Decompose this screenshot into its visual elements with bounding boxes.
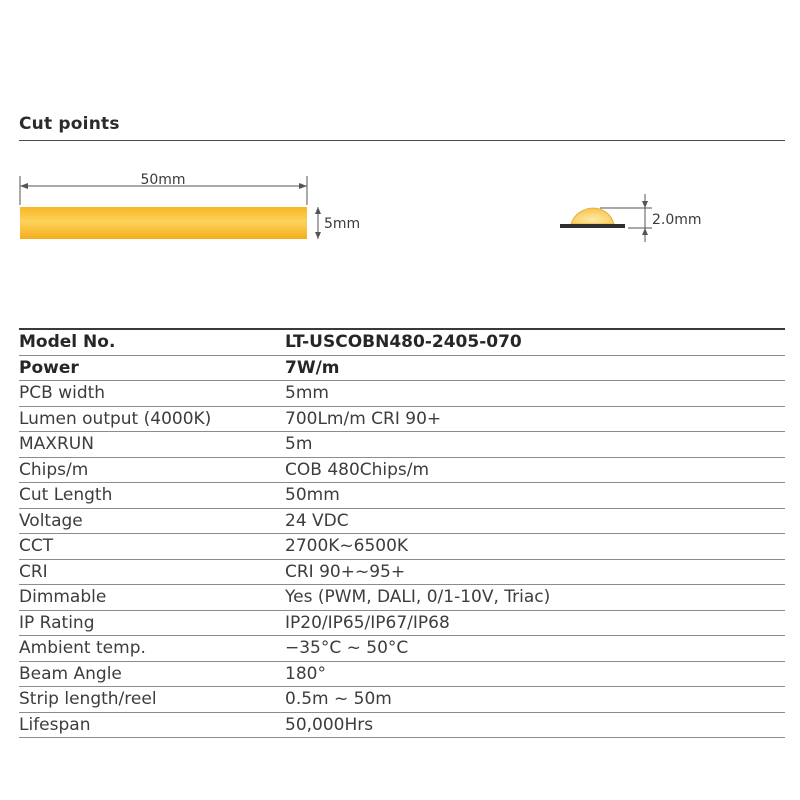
spec-value: 2700K~6500K [285,536,409,556]
height-label: 2.0mm [652,212,702,228]
spec-value: CRI 90+~95+ [285,561,406,582]
height-arrow-top-icon [642,201,648,208]
height-arrow-bottom-icon [642,228,648,235]
spec-value: 50mm [285,485,340,505]
spec-row [19,508,785,534]
spec-row [19,406,785,432]
spec-row [19,355,785,381]
spec-value: IP20/IP65/IP67/IP68 [285,612,450,633]
spec-key: Model No. [19,332,116,352]
spec-key: Chips/m [19,459,89,480]
spec-row [19,457,785,483]
length-label: 50mm [140,172,186,188]
section-title: Cut points [19,114,120,134]
spec-row [19,559,785,585]
spec-value: 5m [285,434,313,454]
spec-key: Beam Angle [19,663,122,684]
spec-key: Power [19,357,79,378]
spec-value: COB 480Chips/m [285,459,430,480]
spec-row [19,585,785,611]
spec-key: Dimmable [19,587,107,607]
spec-row [19,329,785,355]
spec-row [19,661,785,687]
length-arrow-left-icon [20,183,28,189]
spec-key: MAXRUN [19,434,94,454]
spec-value: −35°C ~ 50°C [285,638,409,658]
pcb-base [560,224,625,228]
spec-value: Yes (PWM, DALI, 0/1-10V, Triac) [285,587,551,607]
width-label: 5mm [324,216,361,232]
spec-value: 700Lm/m CRI 90+ [285,408,442,429]
spec-row [19,687,785,713]
spec-table [19,328,785,738]
cut-points-diagram [0,0,800,320]
spec-value: 0.5m ~ 50m [285,689,392,709]
spec-value: 50,000Hrs [285,714,374,735]
spec-key: Strip length/reel [19,689,157,709]
length-arrow-right-icon [299,183,307,189]
cob-dome [571,208,614,224]
spec-value: 24 VDC [285,510,349,531]
spec-key: Cut Length [19,485,113,505]
spec-row [19,483,785,509]
spec-key: Lifespan [19,714,91,735]
width-arrow-top-icon [315,207,321,214]
spec-row [19,381,785,407]
spec-key: IP Rating [19,612,95,633]
spec-row [19,636,785,662]
spec-value: LT-USCOBN480-2405-070 [285,332,522,352]
width-arrow-bottom-icon [315,232,321,239]
spec-key: PCB width [19,383,106,403]
spec-key: CRI [19,561,48,582]
spec-row [19,432,785,458]
spec-key: CCT [19,536,54,556]
spec-key: Ambient temp. [19,638,146,658]
spec-row [19,712,785,738]
led-strip [20,207,307,239]
spec-value: 5mm [285,383,329,403]
spec-key: Lumen output (4000K) [19,408,212,429]
spec-value: 180° [285,663,326,684]
spec-value: 7W/m [285,357,340,378]
spec-row [19,610,785,636]
spec-key: Voltage [19,510,83,531]
spec-row [19,534,785,560]
